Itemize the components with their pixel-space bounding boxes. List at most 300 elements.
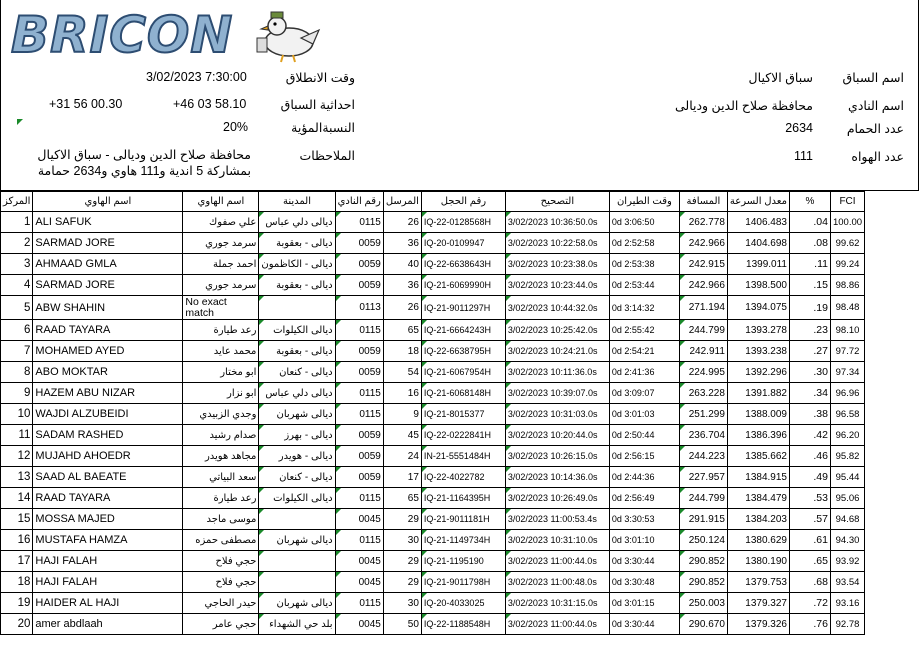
- distance-cell: 250.003: [679, 593, 727, 614]
- flight-time-cell: 0d 2:55:42: [609, 320, 679, 341]
- pct-cell: .04: [789, 212, 830, 233]
- club-no-cell: 0059: [335, 467, 383, 488]
- flight-time-cell: 0d 3:30:53: [609, 509, 679, 530]
- pct-cell: .65: [789, 551, 830, 572]
- notes-label: الملاحظات: [299, 149, 355, 163]
- percent-label: النسبةالمؤية: [291, 121, 355, 135]
- club-no-cell: 0115: [335, 383, 383, 404]
- ring-cell: IQ-21-1195190: [421, 551, 505, 572]
- fancier-name-cell: MUSTAFA HAMZA: [33, 530, 183, 551]
- coord-lon: +46 03 58.10: [173, 97, 247, 111]
- start-time-label: وقت الانطلاق: [285, 71, 355, 85]
- flight-time-cell: 0d 2:53:44: [609, 275, 679, 296]
- distance-cell: 244.799: [679, 488, 727, 509]
- distance-cell: 271.194: [679, 296, 727, 320]
- sent-cell: 16: [383, 383, 421, 404]
- flight-time-cell: 0d 3:06:50: [609, 212, 679, 233]
- table-row: [1, 233, 865, 254]
- fci-cell: 95.06: [830, 488, 864, 509]
- city-cell: ديالى - بهرز: [259, 425, 335, 446]
- ring-cell: IQ-21-9011297H: [421, 296, 505, 320]
- fancier-name-cell: HAJI FALAH: [33, 572, 183, 593]
- clocking-cell: 3/02/2023 10:44:32.0s: [505, 296, 609, 320]
- fci-cell: 98.48: [830, 296, 864, 320]
- rank-cell: 12: [1, 446, 33, 467]
- club-name-label: اسم النادي: [848, 99, 904, 113]
- fancier-name-cell: RAAD TAYARA: [33, 488, 183, 509]
- col-pct: %: [789, 192, 830, 212]
- fancier-name-ar-cell: مصطفى حمزه: [183, 530, 259, 551]
- clocking-cell: 3/02/2023 11:00:44.0s: [505, 551, 609, 572]
- col-club-no: رقم النادي: [335, 192, 383, 212]
- fci-cell: 95.44: [830, 467, 864, 488]
- city-cell: [259, 551, 335, 572]
- race-name-label: اسم السباق: [842, 71, 904, 85]
- ring-cell: IQ-21-1164395H: [421, 488, 505, 509]
- speed-cell: 1394.075: [727, 296, 789, 320]
- city-cell: [259, 296, 335, 320]
- flight-time-cell: 0d 2:53:38: [609, 254, 679, 275]
- flight-time-cell: 0d 2:52:58: [609, 233, 679, 254]
- distance-cell: 291.915: [679, 509, 727, 530]
- table-row: [1, 212, 865, 233]
- pct-cell: .72: [789, 593, 830, 614]
- table-row: [1, 254, 865, 275]
- report-header: [0, 0, 919, 191]
- table-row: [1, 425, 865, 446]
- rank-cell: 4: [1, 275, 33, 296]
- club-no-cell: 0045: [335, 551, 383, 572]
- distance-cell: 244.799: [679, 320, 727, 341]
- city-cell: ديالى - كنعان: [259, 467, 335, 488]
- fci-cell: 98.86: [830, 275, 864, 296]
- sent-cell: 45: [383, 425, 421, 446]
- speed-cell: 1404.698: [727, 233, 789, 254]
- speed-cell: 1398.500: [727, 275, 789, 296]
- fancier-name-cell: HAZEM ABU NIZAR: [33, 383, 183, 404]
- clocking-cell: 3/02/2023 10:25:42.0s: [505, 320, 609, 341]
- sent-cell: 65: [383, 320, 421, 341]
- club-no-cell: 0059: [335, 341, 383, 362]
- fancier-name-ar-cell: صدام رشيد: [183, 425, 259, 446]
- distance-cell: 242.966: [679, 275, 727, 296]
- start-time-value: 3/02/2023 7:30:00: [146, 70, 247, 84]
- pct-cell: .49: [789, 467, 830, 488]
- speed-cell: 1380.629: [727, 530, 789, 551]
- club-no-cell: 0113: [335, 296, 383, 320]
- fancier-name-cell: SAAD AL BAEATE: [33, 467, 183, 488]
- rank-cell: 9: [1, 383, 33, 404]
- rank-cell: 2: [1, 233, 33, 254]
- speed-cell: 1391.882: [727, 383, 789, 404]
- rank-cell: 3: [1, 254, 33, 275]
- pct-cell: .27: [789, 341, 830, 362]
- club-no-cell: 0115: [335, 593, 383, 614]
- fci-cell: 96.58: [830, 404, 864, 425]
- club-no-cell: 0059: [335, 446, 383, 467]
- ring-cell: IQ-21-6068148H: [421, 383, 505, 404]
- clocking-cell: 3/02/2023 10:22:58.0s: [505, 233, 609, 254]
- flight-time-cell: 0d 3:01:03: [609, 404, 679, 425]
- city-cell: ديالى - بعقوبة: [259, 275, 335, 296]
- table-row: [1, 446, 865, 467]
- fci-cell: 99.62: [830, 233, 864, 254]
- fancier-name-ar-cell: رعد طيارة: [183, 320, 259, 341]
- city-cell: ديالى شهربان: [259, 593, 335, 614]
- coord-lat: +31 56 00.30: [49, 97, 123, 111]
- flight-time-cell: 0d 2:56:49: [609, 488, 679, 509]
- sent-cell: 54: [383, 362, 421, 383]
- rank-cell: 8: [1, 362, 33, 383]
- fancier-name-ar-cell: حجي فلاح: [183, 572, 259, 593]
- distance-cell: 244.223: [679, 446, 727, 467]
- fancier-name-ar-cell: حجي عامر: [183, 614, 259, 635]
- speed-cell: 1406.483: [727, 212, 789, 233]
- city-cell: ديالى - هويدر: [259, 446, 335, 467]
- pigeon-count-label: عدد الحمام: [846, 122, 904, 136]
- clocking-cell: 3/02/2023 10:11:36.0s: [505, 362, 609, 383]
- speed-cell: 1392.296: [727, 362, 789, 383]
- race-name-value: سباق الاكيال: [748, 71, 813, 85]
- sent-cell: 36: [383, 233, 421, 254]
- sent-cell: 9: [383, 404, 421, 425]
- rank-cell: 7: [1, 341, 33, 362]
- rank-cell: 13: [1, 467, 33, 488]
- clocking-cell: 3/02/2023 10:39:07.0s: [505, 383, 609, 404]
- ring-cell: IQ-22-0128568H: [421, 212, 505, 233]
- fancier-name-cell: SADAM RASHED: [33, 425, 183, 446]
- pct-cell: .19: [789, 296, 830, 320]
- rank-cell: 18: [1, 572, 33, 593]
- ring-cell: IQ-20-0109947: [421, 233, 505, 254]
- clocking-cell: 3/02/2023 10:31:10.0s: [505, 530, 609, 551]
- col-fancier-name-en: اسم الهاوي: [33, 192, 183, 212]
- fancier-name-ar-cell: مجاهد هويدر: [183, 446, 259, 467]
- club-no-cell: 0115: [335, 404, 383, 425]
- clocking-cell: 3/02/2023 10:24:21.0s: [505, 341, 609, 362]
- pct-cell: .38: [789, 404, 830, 425]
- fancier-name-ar-cell: علي صفوك: [183, 212, 259, 233]
- table-row: [1, 404, 865, 425]
- fci-cell: 96.20: [830, 425, 864, 446]
- fancier-name-cell: HAIDER AL HAJI: [33, 593, 183, 614]
- distance-cell: 242.966: [679, 233, 727, 254]
- club-no-cell: 0045: [335, 614, 383, 635]
- clocking-cell: 3/02/2023 10:23:44.0s: [505, 275, 609, 296]
- table-row: [1, 296, 865, 320]
- sent-cell: 30: [383, 530, 421, 551]
- flight-time-cell: 0d 2:50:44: [609, 425, 679, 446]
- fci-cell: 98.10: [830, 320, 864, 341]
- club-name-value: محافظة صلاح الدين وديالى: [674, 99, 813, 113]
- flight-time-cell: 0d 3:30:44: [609, 551, 679, 572]
- club-no-cell: 0059: [335, 425, 383, 446]
- speed-cell: 1380.190: [727, 551, 789, 572]
- distance-cell: 242.911: [679, 341, 727, 362]
- coords-label: احداثية السباق: [280, 98, 355, 112]
- rank-cell: 19: [1, 593, 33, 614]
- city-cell: ديالى - الكاظمون: [259, 254, 335, 275]
- fci-cell: 94.68: [830, 509, 864, 530]
- pct-cell: .11: [789, 254, 830, 275]
- rank-cell: 16: [1, 530, 33, 551]
- pct-cell: .34: [789, 383, 830, 404]
- distance-cell: 290.852: [679, 572, 727, 593]
- rank-cell: 1: [1, 212, 33, 233]
- ring-cell: IQ-21-9011181H: [421, 509, 505, 530]
- distance-cell: 236.704: [679, 425, 727, 446]
- sent-cell: 30: [383, 593, 421, 614]
- club-no-cell: 0115: [335, 488, 383, 509]
- flight-time-cell: 0d 2:41:36: [609, 362, 679, 383]
- sent-cell: 29: [383, 572, 421, 593]
- flight-time-cell: 0d 3:14:32: [609, 296, 679, 320]
- club-no-cell: 0059: [335, 233, 383, 254]
- fancier-name-cell: ALI SAFUK: [33, 212, 183, 233]
- pct-cell: .46: [789, 446, 830, 467]
- speed-cell: 1379.327: [727, 593, 789, 614]
- fci-cell: 97.72: [830, 341, 864, 362]
- city-cell: ديالى شهربان: [259, 530, 335, 551]
- fancier-name-cell: SARMAD JORE: [33, 275, 183, 296]
- distance-cell: 290.852: [679, 551, 727, 572]
- clocking-cell: 3/02/2023 10:31:15.0s: [505, 593, 609, 614]
- speed-cell: 1393.238: [727, 341, 789, 362]
- flight-time-cell: 0d 3:09:07: [609, 383, 679, 404]
- club-no-cell: 0045: [335, 509, 383, 530]
- col-sent: المرسل: [383, 192, 421, 212]
- club-no-cell: 0045: [335, 572, 383, 593]
- ring-cell: IQ-21-6069990H: [421, 275, 505, 296]
- col-speed: معدل السرعة: [727, 192, 789, 212]
- distance-cell: 290.670: [679, 614, 727, 635]
- ring-cell: IQ-21-1149734H: [421, 530, 505, 551]
- col-rank: المركز: [1, 192, 33, 212]
- city-cell: ديالى الكيلوات: [259, 488, 335, 509]
- table-row: [1, 551, 865, 572]
- fancier-name-ar-cell: ابو مختار: [183, 362, 259, 383]
- pct-cell: .68: [789, 572, 830, 593]
- fci-cell: 92.78: [830, 614, 864, 635]
- city-cell: [259, 572, 335, 593]
- flight-time-cell: 0d 2:56:15: [609, 446, 679, 467]
- rank-cell: 5: [1, 296, 33, 320]
- rank-cell: 20: [1, 614, 33, 635]
- results-table: [0, 191, 865, 635]
- clocking-cell: 3/02/2023 10:14:36.0s: [505, 467, 609, 488]
- fancier-name-cell: MOSSA MAJED: [33, 509, 183, 530]
- fancier-name-ar-cell: No exact match: [183, 296, 259, 320]
- notes-value: محافظة صلاح الدين وديالى - سباق الاكيال بمشاركة 5 اندية و111 هاوي و2634 حمامة: [37, 148, 251, 178]
- col-ring: رقم الحجل: [421, 192, 505, 212]
- flight-time-cell: 0d 2:44:36: [609, 467, 679, 488]
- city-cell: بلد حي الشهداء: [259, 614, 335, 635]
- pct-cell: .53: [789, 488, 830, 509]
- distance-cell: 263.228: [679, 383, 727, 404]
- fci-cell: 95.82: [830, 446, 864, 467]
- fancier-name-ar-cell: سرمد جوري: [183, 275, 259, 296]
- table-row: [1, 593, 865, 614]
- fci-cell: 99.24: [830, 254, 864, 275]
- rank-cell: 6: [1, 320, 33, 341]
- clocking-cell: 3/02/2023 10:31:03.0s: [505, 404, 609, 425]
- fci-cell: 100.00: [830, 212, 864, 233]
- rank-cell: 17: [1, 551, 33, 572]
- fancier-name-ar-cell: رعد طيارة: [183, 488, 259, 509]
- fancier-name-cell: ABO MOKTAR: [33, 362, 183, 383]
- clocking-cell: 3/02/2023 11:00:48.0s: [505, 572, 609, 593]
- ring-cell: IQ-22-1188548H: [421, 614, 505, 635]
- table-row: [1, 275, 865, 296]
- col-fancier-name-ar: اسم الهاوي: [183, 192, 259, 212]
- clocking-cell: 3/02/2023 10:23:38.0s: [505, 254, 609, 275]
- sent-cell: 36: [383, 275, 421, 296]
- clocking-cell: 3/02/2023 10:36:50.0s: [505, 212, 609, 233]
- pct-cell: .15: [789, 275, 830, 296]
- table-row: [1, 362, 865, 383]
- fancier-name-cell: amer abdlaah: [33, 614, 183, 635]
- speed-cell: 1399.011: [727, 254, 789, 275]
- pigeon-icon: [249, 8, 321, 64]
- fancier-name-ar-cell: ابو نزار: [183, 383, 259, 404]
- ring-cell: IQ-22-6638795H: [421, 341, 505, 362]
- fancier-name-cell: RAAD TAYARA: [33, 320, 183, 341]
- pct-cell: .08: [789, 233, 830, 254]
- table-row: [1, 614, 865, 635]
- table-row: [1, 383, 865, 404]
- rank-cell: 10: [1, 404, 33, 425]
- fancier-name-cell: AHMAAD GMLA: [33, 254, 183, 275]
- city-cell: ديالى - بعقوبة: [259, 233, 335, 254]
- ring-cell: IN-21-5551484H: [421, 446, 505, 467]
- fci-cell: 96.96: [830, 383, 864, 404]
- table-row: [1, 530, 865, 551]
- club-no-cell: 0115: [335, 530, 383, 551]
- col-clocking: التصحيح: [505, 192, 609, 212]
- clocking-cell: 3/02/2023 10:26:15.0s: [505, 446, 609, 467]
- city-cell: ديالى دلي عباس: [259, 383, 335, 404]
- sent-cell: 29: [383, 551, 421, 572]
- fancier-name-ar-cell: سرمد جوري: [183, 233, 259, 254]
- speed-cell: 1385.662: [727, 446, 789, 467]
- city-cell: ديالى - بعقوبة: [259, 341, 335, 362]
- pct-cell: .76: [789, 614, 830, 635]
- fancier-name-ar-cell: محمد عايد: [183, 341, 259, 362]
- pct-cell: .42: [789, 425, 830, 446]
- fci-cell: 93.16: [830, 593, 864, 614]
- percent-value: 20%: [223, 120, 249, 134]
- city-cell: ديالى شهربان: [259, 404, 335, 425]
- club-no-cell: 0059: [335, 254, 383, 275]
- clocking-cell: 3/02/2023 11:00:53.4s: [505, 509, 609, 530]
- fancier-name-ar-cell: سعد البياتي: [183, 467, 259, 488]
- fci-cell: 97.34: [830, 362, 864, 383]
- ring-cell: IQ-22-4022782: [421, 467, 505, 488]
- fancier-name-ar-cell: حجي فلاح: [183, 551, 259, 572]
- fanciers-count-label: عدد الهواه: [851, 150, 904, 164]
- ring-cell: IQ-20-4033025: [421, 593, 505, 614]
- ring-cell: IQ-21-8015377: [421, 404, 505, 425]
- fanciers-count-value: 111: [793, 149, 813, 163]
- table-row: [1, 572, 865, 593]
- fancier-name-cell: ABW SHAHIN: [33, 296, 183, 320]
- speed-cell: 1386.396: [727, 425, 789, 446]
- city-cell: ديالى - كنعان: [259, 362, 335, 383]
- table-row: [1, 509, 865, 530]
- distance-cell: 242.915: [679, 254, 727, 275]
- table-header-row: [1, 192, 865, 212]
- clocking-cell: 3/02/2023 10:26:49.0s: [505, 488, 609, 509]
- speed-cell: 1388.009: [727, 404, 789, 425]
- pct-cell: .30: [789, 362, 830, 383]
- distance-cell: 227.957: [679, 467, 727, 488]
- col-fci: FCI: [830, 192, 864, 212]
- fci-cell: 94.30: [830, 530, 864, 551]
- table-row: [1, 467, 865, 488]
- distance-cell: 224.995: [679, 362, 727, 383]
- flight-time-cell: 0d 3:01:15: [609, 593, 679, 614]
- ring-cell: IQ-22-0222841H: [421, 425, 505, 446]
- distance-cell: 262.778: [679, 212, 727, 233]
- sent-cell: 26: [383, 212, 421, 233]
- ring-cell: IQ-21-6067954H: [421, 362, 505, 383]
- fancier-name-cell: WAJDI ALZUBEIDI: [33, 404, 183, 425]
- fancier-name-ar-cell: موسى ماجد: [183, 509, 259, 530]
- fancier-name-ar-cell: احمد جملة: [183, 254, 259, 275]
- sent-cell: 17: [383, 467, 421, 488]
- pigeon-count-value: 2634: [785, 121, 813, 135]
- rank-cell: 14: [1, 488, 33, 509]
- speed-cell: 1379.326: [727, 614, 789, 635]
- sent-cell: 40: [383, 254, 421, 275]
- pct-cell: .57: [789, 509, 830, 530]
- speed-cell: 1379.753: [727, 572, 789, 593]
- sent-cell: 29: [383, 509, 421, 530]
- col-city: المدينة: [259, 192, 335, 212]
- table-row: [1, 488, 865, 509]
- distance-cell: 251.299: [679, 404, 727, 425]
- sent-cell: 50: [383, 614, 421, 635]
- fci-cell: 93.92: [830, 551, 864, 572]
- club-no-cell: 0059: [335, 275, 383, 296]
- flight-time-cell: 0d 3:01:10: [609, 530, 679, 551]
- flight-time-cell: 0d 2:54:21: [609, 341, 679, 362]
- speed-cell: 1384.915: [727, 467, 789, 488]
- club-no-cell: 0115: [335, 320, 383, 341]
- city-cell: [259, 509, 335, 530]
- sent-cell: 24: [383, 446, 421, 467]
- sent-cell: 18: [383, 341, 421, 362]
- logo-text: BRICON: [11, 6, 234, 64]
- fancier-name-ar-cell: وجدي الزبيدي: [183, 404, 259, 425]
- ring-cell: IQ-21-9011798H: [421, 572, 505, 593]
- table-row: [1, 320, 865, 341]
- clocking-cell: 3/02/2023 10:20:44.0s: [505, 425, 609, 446]
- club-no-cell: 0115: [335, 212, 383, 233]
- city-cell: ديالى دلي عباس: [259, 212, 335, 233]
- speed-cell: 1384.203: [727, 509, 789, 530]
- cell-flag-marker: [17, 119, 23, 125]
- fancier-name-ar-cell: حيدر الحاجي: [183, 593, 259, 614]
- fancier-name-cell: HAJI FALAH: [33, 551, 183, 572]
- rank-cell: 15: [1, 509, 33, 530]
- sent-cell: 65: [383, 488, 421, 509]
- fancier-name-cell: MUJAHD AHOEDR: [33, 446, 183, 467]
- col-flight-time: وقت الطيران: [609, 192, 679, 212]
- clocking-cell: 3/02/2023 11:00:44.0s: [505, 614, 609, 635]
- sent-cell: 26: [383, 296, 421, 320]
- ring-cell: IQ-21-6664243H: [421, 320, 505, 341]
